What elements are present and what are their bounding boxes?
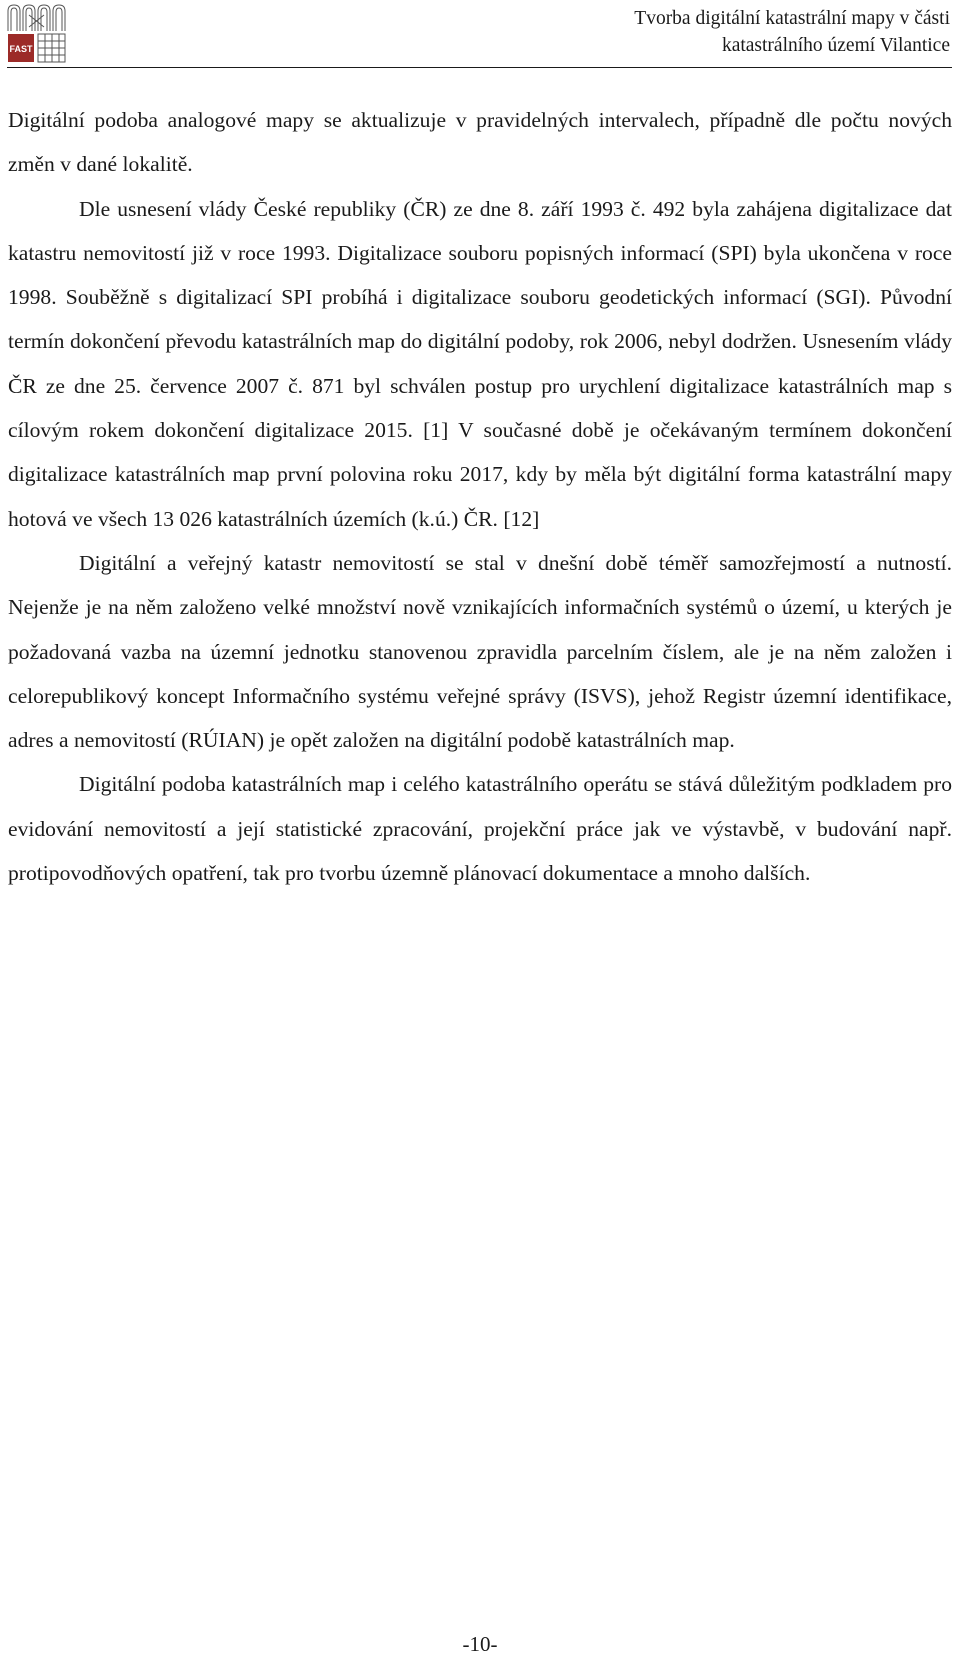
svg-text:FAST: FAST (9, 44, 33, 54)
paragraph: Digitální a veřejný katastr nemovitostí se stal v dnešní době téměř samozřejmostí a nutností. Nejenže je na něm založeno velké množství nově vznikajících informačních systémů o území, u kterých je požadovaná vazba na územní jednotku stanovenou zpravidla parcelním číslem, ale je na něm založen i celorepublikový koncept Informačního systému veřejné správy (ISVS), jehož Registr územní identifikace, adres a nemovitostí (RÚIAN) je opět založen na digitální podobě katastrálních map. (8, 550, 952, 753)
paragraph: Digitální podoba analogové mapy se aktualizuje v pravidelných intervalech, případně dle počtu nových změn v dané lokalitě. (8, 108, 952, 177)
paragraph: Dle usnesení vlády České republiky (ČR) ze dne 8. září 1993 č. 492 byla zahájena digitalizace dat katastru nemovitostí již v roce 1993. Digitalizace souboru popisných informací (SPI) byla ukončena v roce 1998. Souběžně s digitalizací SPI probíhá i digitalizace souboru geodetických informací (SGI). Původní termín dokončení převodu katastrálních map do digitální podoby, rok 2006, nebyl dodržen. Usnesením vlády ČR ze dne 25. července 2007 č. 871 byl schválen postup pro urychlení digitalizace katastrálních map s cílovým rokem dokončení digitalizace 2015. [1] V současné době je očekávaným termínem dokončení digitalizace katastrálních map první polovina roku 2017, kdy by měla být digitální forma katastrální mapy hotová ve všech 13 026 katastrálních územích (k.ú.) ČR. [12] (8, 196, 952, 531)
page-header (0, 0, 960, 72)
paragraph: Digitální podoba katastrálních map i celého katastrálního operátu se stává důležitým podkladem pro evidování nemovitostí a její statistické zpracování, projekční práce jak ve výstavbě, v budování např. protipovodňových opatření, tak pro tvorbu územně plánovací dokumentace a mnoho dalších. (8, 772, 952, 886)
document-title-line-2: katastrálního území Vilantice (721, 35, 950, 56)
document-title (634, 5, 950, 59)
header-divider (7, 67, 952, 68)
page-number: -10- (462, 1632, 498, 1656)
page-body (8, 98, 952, 895)
document-title-line-1: Tvorba digitální katastrální mapy v části (634, 8, 950, 29)
fast-logo-icon (7, 3, 69, 63)
